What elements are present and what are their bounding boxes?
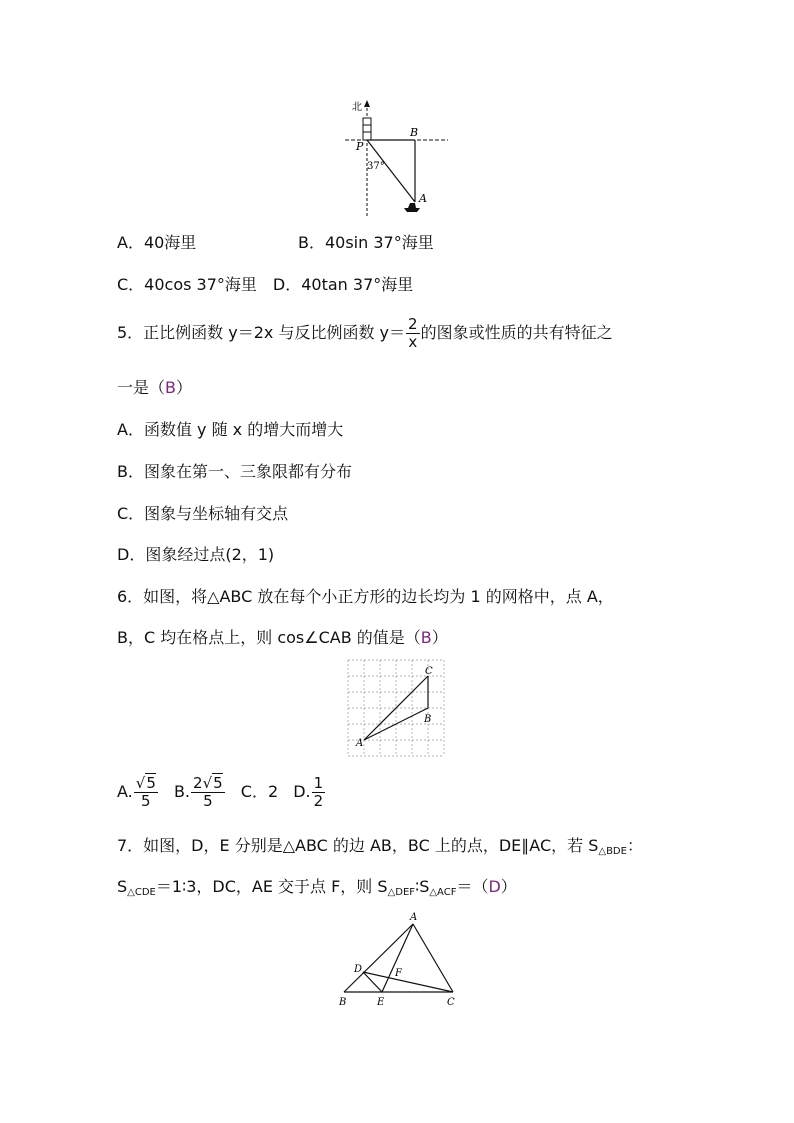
label-B: B: [410, 126, 419, 139]
segment-DC: [363, 972, 453, 992]
q7-sub-acf: △ACF: [429, 887, 457, 898]
q5-line2-text: 一是（: [117, 378, 166, 397]
q6-option-d-num: 1: [313, 774, 324, 792]
q5-fraction: [406, 316, 420, 351]
q4-options-cd: C．40cos 37°海里 D．40tan 37°海里: [117, 275, 414, 294]
label-P: P: [356, 140, 364, 153]
q6-stem-line1: 6．如图，将△ABC 放在每个小正方形的边长均为 1 的网格中，点 A，: [117, 587, 614, 606]
q6-option-a-label: A.: [117, 782, 133, 801]
q5-option-b: B．图象在第一、三象限都有分布: [117, 462, 352, 481]
segment-AC: [413, 924, 453, 992]
q7-sub-cde: △CDE: [127, 887, 156, 898]
q5-frac-den: x: [408, 333, 418, 351]
q6-option-b-coef: 2: [193, 774, 203, 792]
q5-option-d: D．图象经过点(2，1): [117, 545, 275, 564]
q5-stem-part1: 5．正比例函数 y＝2x 与反比例函数 y＝: [117, 323, 406, 342]
tri-label-E: E: [377, 997, 385, 1008]
angle-label: 37°: [367, 161, 385, 172]
q6-option-d-den: 2: [313, 792, 324, 810]
q5-option-c: C．图象与坐标轴有交点: [117, 504, 289, 523]
q6-option-d-label: D.: [293, 782, 311, 801]
q6-option-b-den: 5: [203, 792, 213, 810]
q7-line2-s: S: [117, 877, 128, 896]
ship-icon: [404, 203, 420, 212]
q5-answer: B: [165, 378, 176, 397]
q6-option-b-num: 5: [213, 774, 223, 792]
q6-options: [117, 770, 326, 814]
q7-answer: D: [488, 877, 501, 896]
q7-stem-line1: [117, 836, 643, 862]
north-label: 北: [352, 102, 362, 113]
q7-stem-line2: [117, 877, 517, 903]
q6-option-d-frac: [312, 775, 326, 810]
q6-option-a-den: 5: [141, 792, 151, 810]
grid-label-A: A: [356, 738, 364, 749]
q7-line1-text: 7．如图，D，E 分别是△ABC 的边 AB，BC 上的点，DE∥AC，若 S: [117, 836, 599, 855]
tri-label-F: F: [395, 968, 402, 979]
label-A: A: [419, 192, 427, 205]
tri-label-A: A: [410, 912, 418, 923]
q5-stem-line2: [117, 378, 192, 398]
q7-sub-bde: △BDE: [598, 846, 627, 857]
q5-frac-num: 2: [408, 315, 418, 333]
q7-line2-close: ）: [500, 877, 517, 896]
q4-option-b: B．40sin 37°海里: [298, 233, 434, 252]
q6-line2-close: ）: [431, 628, 448, 647]
q5-stem-line1: [117, 316, 613, 351]
triangle-def-figure: [334, 910, 474, 1010]
tri-label-B: B: [339, 997, 347, 1008]
q6-option-c: C．2: [240, 782, 279, 801]
q6-option-a-num: 5: [146, 774, 156, 792]
q6-answer: B: [420, 628, 432, 647]
q6-option-a-frac: $\frac{√5}{5}$: [135, 774, 156, 810]
q5-line2-close: ）: [176, 378, 193, 397]
tri-label-C: C: [447, 997, 455, 1008]
q6-option-b-label: B.: [173, 782, 191, 801]
grid-triangle-figure: [348, 660, 444, 756]
lighthouse-icon: [363, 118, 371, 140]
q7-sub-def: △DEF: [387, 887, 416, 898]
tri-label-D: D: [354, 964, 363, 975]
q4-option-a: A．40海里: [117, 233, 197, 252]
q7-line2-ratio: ∶S: [415, 877, 430, 896]
q6-option-b-frac: $\frac{2√5}{5}$: [193, 774, 223, 810]
grid-label-C: C: [425, 666, 433, 677]
q7-line2-text: ＝1∶3，DC，AE 交于点 F，则 S: [155, 877, 388, 896]
bearing-figure: [340, 98, 460, 218]
q6-line2-text: B，C 均在格点上，则 cos∠CAB 的值是（: [117, 628, 421, 647]
segment-AB: [344, 924, 413, 992]
north-arrowhead: [364, 100, 370, 107]
grid-label-B: B: [424, 714, 432, 725]
q5-stem-part2: 的图象或性质的共有特征之: [420, 323, 613, 342]
q5-option-a: A．函数值 y 随 x 的增大而增大: [117, 420, 344, 439]
q6-stem-line2: [117, 628, 448, 648]
q7-line2-eq: ＝（: [456, 877, 489, 896]
q7-line1-colon: ：: [626, 836, 643, 855]
